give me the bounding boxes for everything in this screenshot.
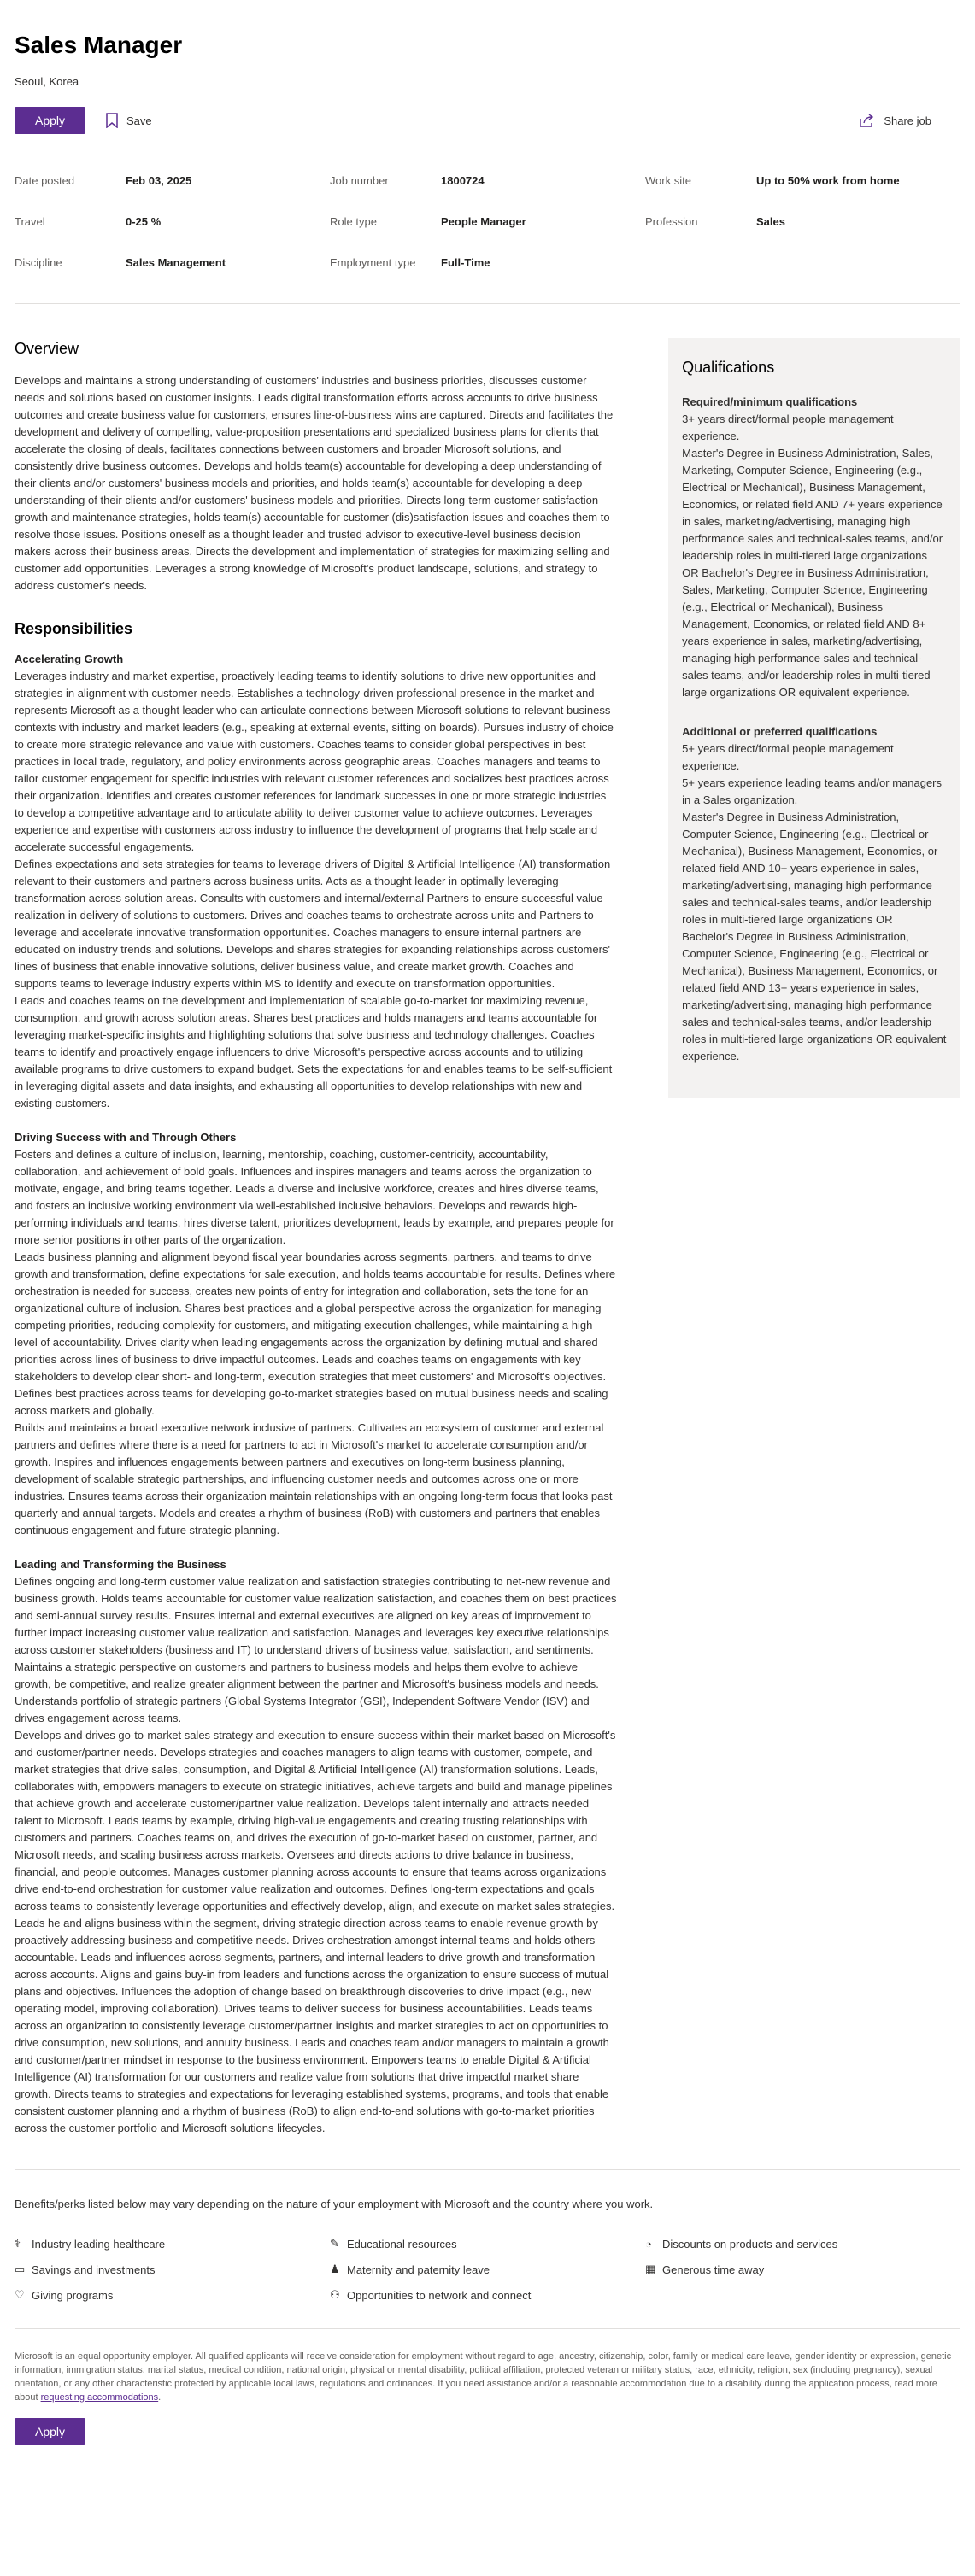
healthcare-icon: ⚕ [15,2237,21,2250]
preferred-qualifications-title: Additional or preferred qualifications [682,725,878,738]
benefit-item [330,2287,645,2303]
apply-button[interactable]: Apply [15,107,85,134]
job-details [15,160,960,283]
benefit-label: Generous time away [662,2263,765,2276]
detail-key: Work site [645,173,691,187]
eeo-tail: . [158,2392,162,2403]
detail-key: Date posted [15,173,75,187]
giving-icon: ♡ [15,2288,25,2301]
required-qualifications-title: Required/minimum qualifications [682,395,858,408]
detail-value: Up to 50% work from home [756,173,900,187]
benefit-item [330,2236,645,2251]
benefits-intro: Benefits/perks listed below may vary depending on the nature of your employment with Microsoft and the country where you work. [15,2198,654,2210]
network-icon: ⚇ [330,2288,340,2301]
benefit-label: Industry leading healthcare [32,2237,166,2251]
share-icon [860,114,875,127]
benefits-list [15,2236,960,2303]
page-bottom-spacer [15,2445,960,2479]
bottom-actions [15,2418,960,2445]
savings-icon: ▭ [15,2263,26,2275]
eeo-text: Microsoft is an equal opportunity employer. All qualified applicants will receive consideration for employment without regard to age, ancestry, citizenship, color, family or medical care leave, gender identity or expression, genetic information, immigration status, marital status, medical condition, national origin, physical or mental disability, political affiliation, protected veteran or military status, race, ethnicity, religion, sex (including pregnancy), sexual orientation, or any other characteristic protected by applicable local laws, regulations and ordinances. If you need assistance and/or a reasonable accommodation due to a disability during the application process, read more about [15,2351,952,2403]
detail-key: Employment type [330,255,416,269]
benefit-item [645,2262,960,2277]
detail-value: Feb 03, 2025 [126,173,192,187]
detail-work-site [645,160,960,201]
detail-key: Role type [330,214,377,228]
overview-heading: Overview [15,340,79,357]
divider [15,2169,960,2170]
detail-travel [15,201,330,242]
apply-button-bottom[interactable]: Apply [15,2418,85,2445]
section-title-driving-success: Driving Success with and Through Others [15,1131,237,1144]
benefit-label: Giving programs [32,2288,114,2302]
detail-value: Sales Management [126,255,226,269]
benefit-label: Educational resources [347,2237,457,2251]
section-text-accelerating-growth: Leverages industry and market expertise, proactively leading teams to identify solutions to drive new opportunities and strategies in alignment with customer needs. Establishes a technology-driven professional presence in the market and represents Microsoft as a thought leader who can articulate connections between Microsoft solutions to relevant business contexts with industry and market leaders (e.g., speaking at external events, sitting on boards). Pursues industry of choice to create more strategic relevance and value with customers. Coaches teams to consider global perspectives in best practices in local trade, regulatory, and policy environments across geographic areas. Coaches managers and teams to tailor customer engagement for specific industries with relevant customer references and socializes best practices across their organization. Identifies and creates customer references for landmark successes in one or more strategic industries to develop a competitive advantage and to articulate ability to deliver customer value to achieve outcomes. Leverages experience and expertise with customers across industry to influence the development of programs that help scale and accelerate successful engagements. Defines expectations and sets strategies for teams to leverage drivers of Digital & Artificial Intelligence (AI) transformation relevant to their customers and partners across business units. Acts as a thought leader in optimally leveraging transformation across solution areas. Consults with customers and internal/external Partners to ensure successful value realization in delivery of solutions to customers. Drives and coaches teams to orchestrate across units and Partners to leverage and accelerate innovative transformation opportunities. Coaches managers to ensure internal partners are educated on industry trends and solutions. Develops and shares strategies for expanding relationships across customers' lines of business that enable innovative solutions, deliver business value, and create market growth. Coaches and supports teams to leverage industry experts within MS to identify and execute on transformation opportunities. Leads and coaches teams on the development and implementation of scalable go-to-market for maximizing revenue, consumption, and growth across solution areas. Shares best practices and holds managers and teams accountable for leveraging market-specific insights and highlighting solutions that solve business and technology challenges. Coaches teams to identify and proactively engage influencers to drive Microsoft's perspective across accounts and to utilizing available programs to drive customers to expand budget. Sets the expectations for and enables teams to be self-sufficient in leveraging digital assets and data insights, and exhausting all opportunities to develop relationships with new and existing customers. [15,670,614,1109]
job-body [15,338,960,2137]
overview-text: Develops and maintains a strong understanding of customers' industries and business priorities, discusses customer needs and solutions based on customer insights. Leads digital transformation efforts across accounts to drive business outcomes and create business value for customers, ensures line-of-business wins are captured. Directs and facilitates the development and delivery of compelling, value-proposition presentations and specialized business plans for clients that accelerate the closing of deals, facilitates connections between customers and broader Microsoft solutions, and consistently drive business outcomes. Develops and holds team(s) accountable for developing a deep understanding of their clients and/or customers' business models and priorities, and holds team(s) accountable for developing a deep understanding of their clients and/or customers' business models and priorities. Directs long-term customer satisfaction growth and maintenance strategies, holds team(s) accountable for customer (dis)satisfaction issues and coaches them to resolve those issues. Positions oneself as a thought leader and trusted advisor to executive-level business decision makers across their business areas. Directs the development and implementation of strategies for maximizing selling and customer add opportunities. Leverages a strong knowledge of Microsoft's product landscape, solutions, and strategy to address customer's needs. [15,374,614,592]
required-qualifications-text: 3+ years direct/formal people management experience. Master's Degree in Business Administration, Sales, Marketing, Computer Science, Engineering (e.g., Electrical or Mechanical), Business Management, Economics, or related field AND 7+ years experience in sales, marketing/advertising, managing high performance sales and technical-sales teams, and/or leadership roles in multi-tiered large organizations OR Bachelor's Degree in Business Administration, Sales, Marketing, Computer Science, Engineering (e.g., Electrical or Mechanical), Business Management, Economics, or related field AND 8+ years experience in sales, marketing/advertising, managing high performance sales and technical-sales teams, and/or leadership roles in multi-tiered large organizations OR equivalent experience. [682,413,943,699]
detail-value: 1800724 [441,173,485,187]
detail-value: Sales [756,214,785,228]
section-title-leading-transforming: Leading and Transforming the Business [15,1558,226,1571]
preferred-qualifications-text: 5+ years direct/formal people management experience. 5+ years experience leading teams and/or managers in a Sales organization. Master's Degree in Business Administration, Computer Science, Engineering (e.g., Electrical or Mechanical), Business Management, Economics, or related field AND 10+ years experience in sales, marketing/advertising, managing high performance sales and technical-sales teams, and/or leadership roles in multi-tiered large organizations OR Bachelor's Degree in Business Administration, Computer Science, Engineering (e.g., Electrical or Mechanical), Business Management, Economics, or related field AND 13+ years experience in sales, marketing/advertising, managing high performance sales and technical-sales teams, and/or leadership roles in multi-tiered large organizations OR equivalent experience. [682,742,947,1063]
benefit-label: Discounts on products and services [662,2237,838,2251]
benefit-item [15,2287,330,2303]
save-label: Save [126,114,152,127]
job-description [15,338,617,2137]
job-title: Sales Manager [15,32,183,58]
benefit-item [15,2262,330,2277]
benefit-label: Opportunities to network and connect [347,2288,532,2302]
detail-value: People Manager [441,214,526,228]
detail-key: Profession [645,214,698,228]
responsibilities-heading: Responsibilities [15,620,133,637]
benefit-item [15,2236,330,2251]
requesting-accommodations-link[interactable]: requesting accommodations [40,2392,159,2403]
action-bar [15,107,960,134]
detail-key: Travel [15,214,45,228]
detail-key: Discipline [15,255,62,269]
detail-value: Full-Time [441,255,490,269]
detail-key: Job number [330,173,389,187]
benefit-item [645,2236,960,2251]
section-text-driving-success: Fosters and defines a culture of inclusion, learning, mentorship, coaching, customer-centricity, accountability, collaboration, and achievement of bold goals. Influences and inspires managers and teams across the organization to motivate, engage, and bring teams together. Leads a diverse and inclusive workforce, creates and hires diverse teams, and fosters an inclusive working environment via well-established inclusive behaviors. Develops and rewards high-performing individuals and teams, hires diverse talent, prioritizes development, leads by example, and prepares people for more senior positions in other parts of the organization. Leads business planning and alignment beyond fiscal year boundaries across segments, partners, and teams to drive growth and transformation, define expectations for sale execution, and holds teams accountable for results. Defines where orchestration is needed for success, creates new points of entry for integration and collaboration, sets the tone for an organizational culture of inclusion. Shares best practices and a global perspective across the organization for managing competing priorities, reducing complexity for customers, and mitigating execution challenges, while maintaining a high level of accountability. Drives clarity when leading engagements across the organization by defining mutual and shared priorities across lines of business to drive impactful outcomes. Leads and coaches teams on engagements with key stakeholders to develop clear short- and long-term, execution strategies that meet customers' and Microsoft's objectives. Defines best practices across teams for developing go-to-market strategies based on mutual business needs and scaling across markets and globally. Builds and maintains a broad executive network inclusive of partners. Cultivates an ecosystem of customer and external partners and defines where there is a need for partners to act in Microsoft's market to accelerate consumption and/or growth. Inspires and influences engagements between partners and executives on long-term business planning, development of scalable strategic partnerships, and influencing customer needs and outcomes across one or more industries. Ensures teams across their organization maintain relationships with an ongoing long-term focus that looks past quarterly and annual targets. Models and creates a rhythm of business (RoB) with customers and partners that enables continuous engagement and future strategic planning. [15,1148,616,1537]
detail-role-type [330,201,645,242]
section-title-accelerating-growth: Accelerating Growth [15,653,124,665]
eeo-statement [15,2350,960,2404]
detail-discipline [15,242,330,283]
detail-date-posted [15,160,330,201]
detail-job-number [330,160,645,201]
benefit-item [330,2262,645,2277]
job-location: Seoul, Korea [15,75,79,88]
discount-icon: ◔ [645,2237,652,2251]
time-away-icon: ▦ [645,2263,656,2275]
share-label: Share job [884,114,931,127]
divider [15,303,960,304]
section-text-leading-transforming: Defines ongoing and long-term customer value realization and satisfaction strategies contributing to net-new revenue and business growth. Holds teams accountable for customer value realization satisfaction, and coaches them on best practices and semi-annual survey results. Ensures internal and external executives are aligned on key areas of improvement to further impact increasing customer value realization and satisfaction. Manages and leverages key executive relationships across customer stakeholders (business and IT) to understand drivers of business value, satisfaction, and sentiments. Maintains a strategic perspective on customers and partners to business models and helps them evolve to achieve growth, be competitive, and realize greater alignment between the partner and Microsoft's business models and needs. Understands portfolio of strategic partners (Global Systems Integrator (GSI), Independent Software Vendor (ISV) and drives engagement across teams. Develops and drives go-to-market sales strategy and execution to ensure success within their market based on Microsoft's and customer/partner needs. Develops strategies and coaches managers to align teams with customer, compete, and market strategies that drive sales, consumption, and Digital & Artificial Intelligence (AI) transformation solutions. Leads, collaborates with, empowers managers to execute on strategic initiatives, achieve targets and build and manage pipelines that achieve growth and accelerate customer/partner value realization. Develops talent internally and attracts needed talent to Microsoft. Leads teams by example, driving high-value engagements and creating trusting relationships with customers and partners. Coaches teams on, and drives the execution of go-to-market based on customer, partner, and Microsoft needs, and scaling business across markets. Oversees and directs actions to drive balance in business, financial, and people outcomes. Manages customer planning across accounts to ensure that teams across organizations drive end-to-end orchestration for customer value realization and outcomes. Defines long-term expectations and goals across teams to consistently leverage opportunities and effectively develop, align, and execute on market sales strategies. Leads he and aligns business within the segment, driving strategic direction across teams to enable revenue growth by proactively addressing business and competitive needs. Drives orchestration amongst internal teams and holds others accountable. Leads and influences across segments, partners, and internal leaders to drive growth and transformation across accounts. Aligns and gains buy-in from leaders and functions across the organization to ensure success of mutual plans and objectives. Influences the adoption of change based on breakthrough discoveries to drive impact (e.g., new operating model, improving collaboration). Drives teams to deliver success for business accountabilities. Leads teams across an organization to consistently leverage customer/partner insights and market strategies to act on opportunities to drive consumption, new solutions, and annuity business. Leads and coaches team and/or managers to maintain a growth and customer/partner mindset in response to the business environment. Empowers teams to enable Digital & Artificial Intelligence (AI) transformation for our customers and realize value from solutions that drive impactful market share growth. Directs teams to strategies and expectations for leveraging established systems, programs, and tools that enable consistent customer planning and a rhythm of business (RoB) to align end-to-end solutions with go-to-market priorities across the customer portfolio and Microsoft solutions lifecycles. [15,1575,617,2134]
share-job-button[interactable] [860,114,931,127]
qualifications-panel [668,338,960,1098]
family-icon: ♟ [330,2263,340,2275]
detail-value: 0-25 % [126,214,162,228]
qualifications-heading: Qualifications [682,359,775,376]
detail-profession [645,201,960,242]
divider [15,2328,960,2329]
benefit-label: Maternity and paternity leave [347,2263,490,2276]
save-button[interactable] [106,113,152,128]
bookmark-icon [106,113,118,128]
detail-employment-type [330,242,645,283]
benefit-label: Savings and investments [32,2263,156,2276]
education-icon: ✎ [330,2237,339,2250]
